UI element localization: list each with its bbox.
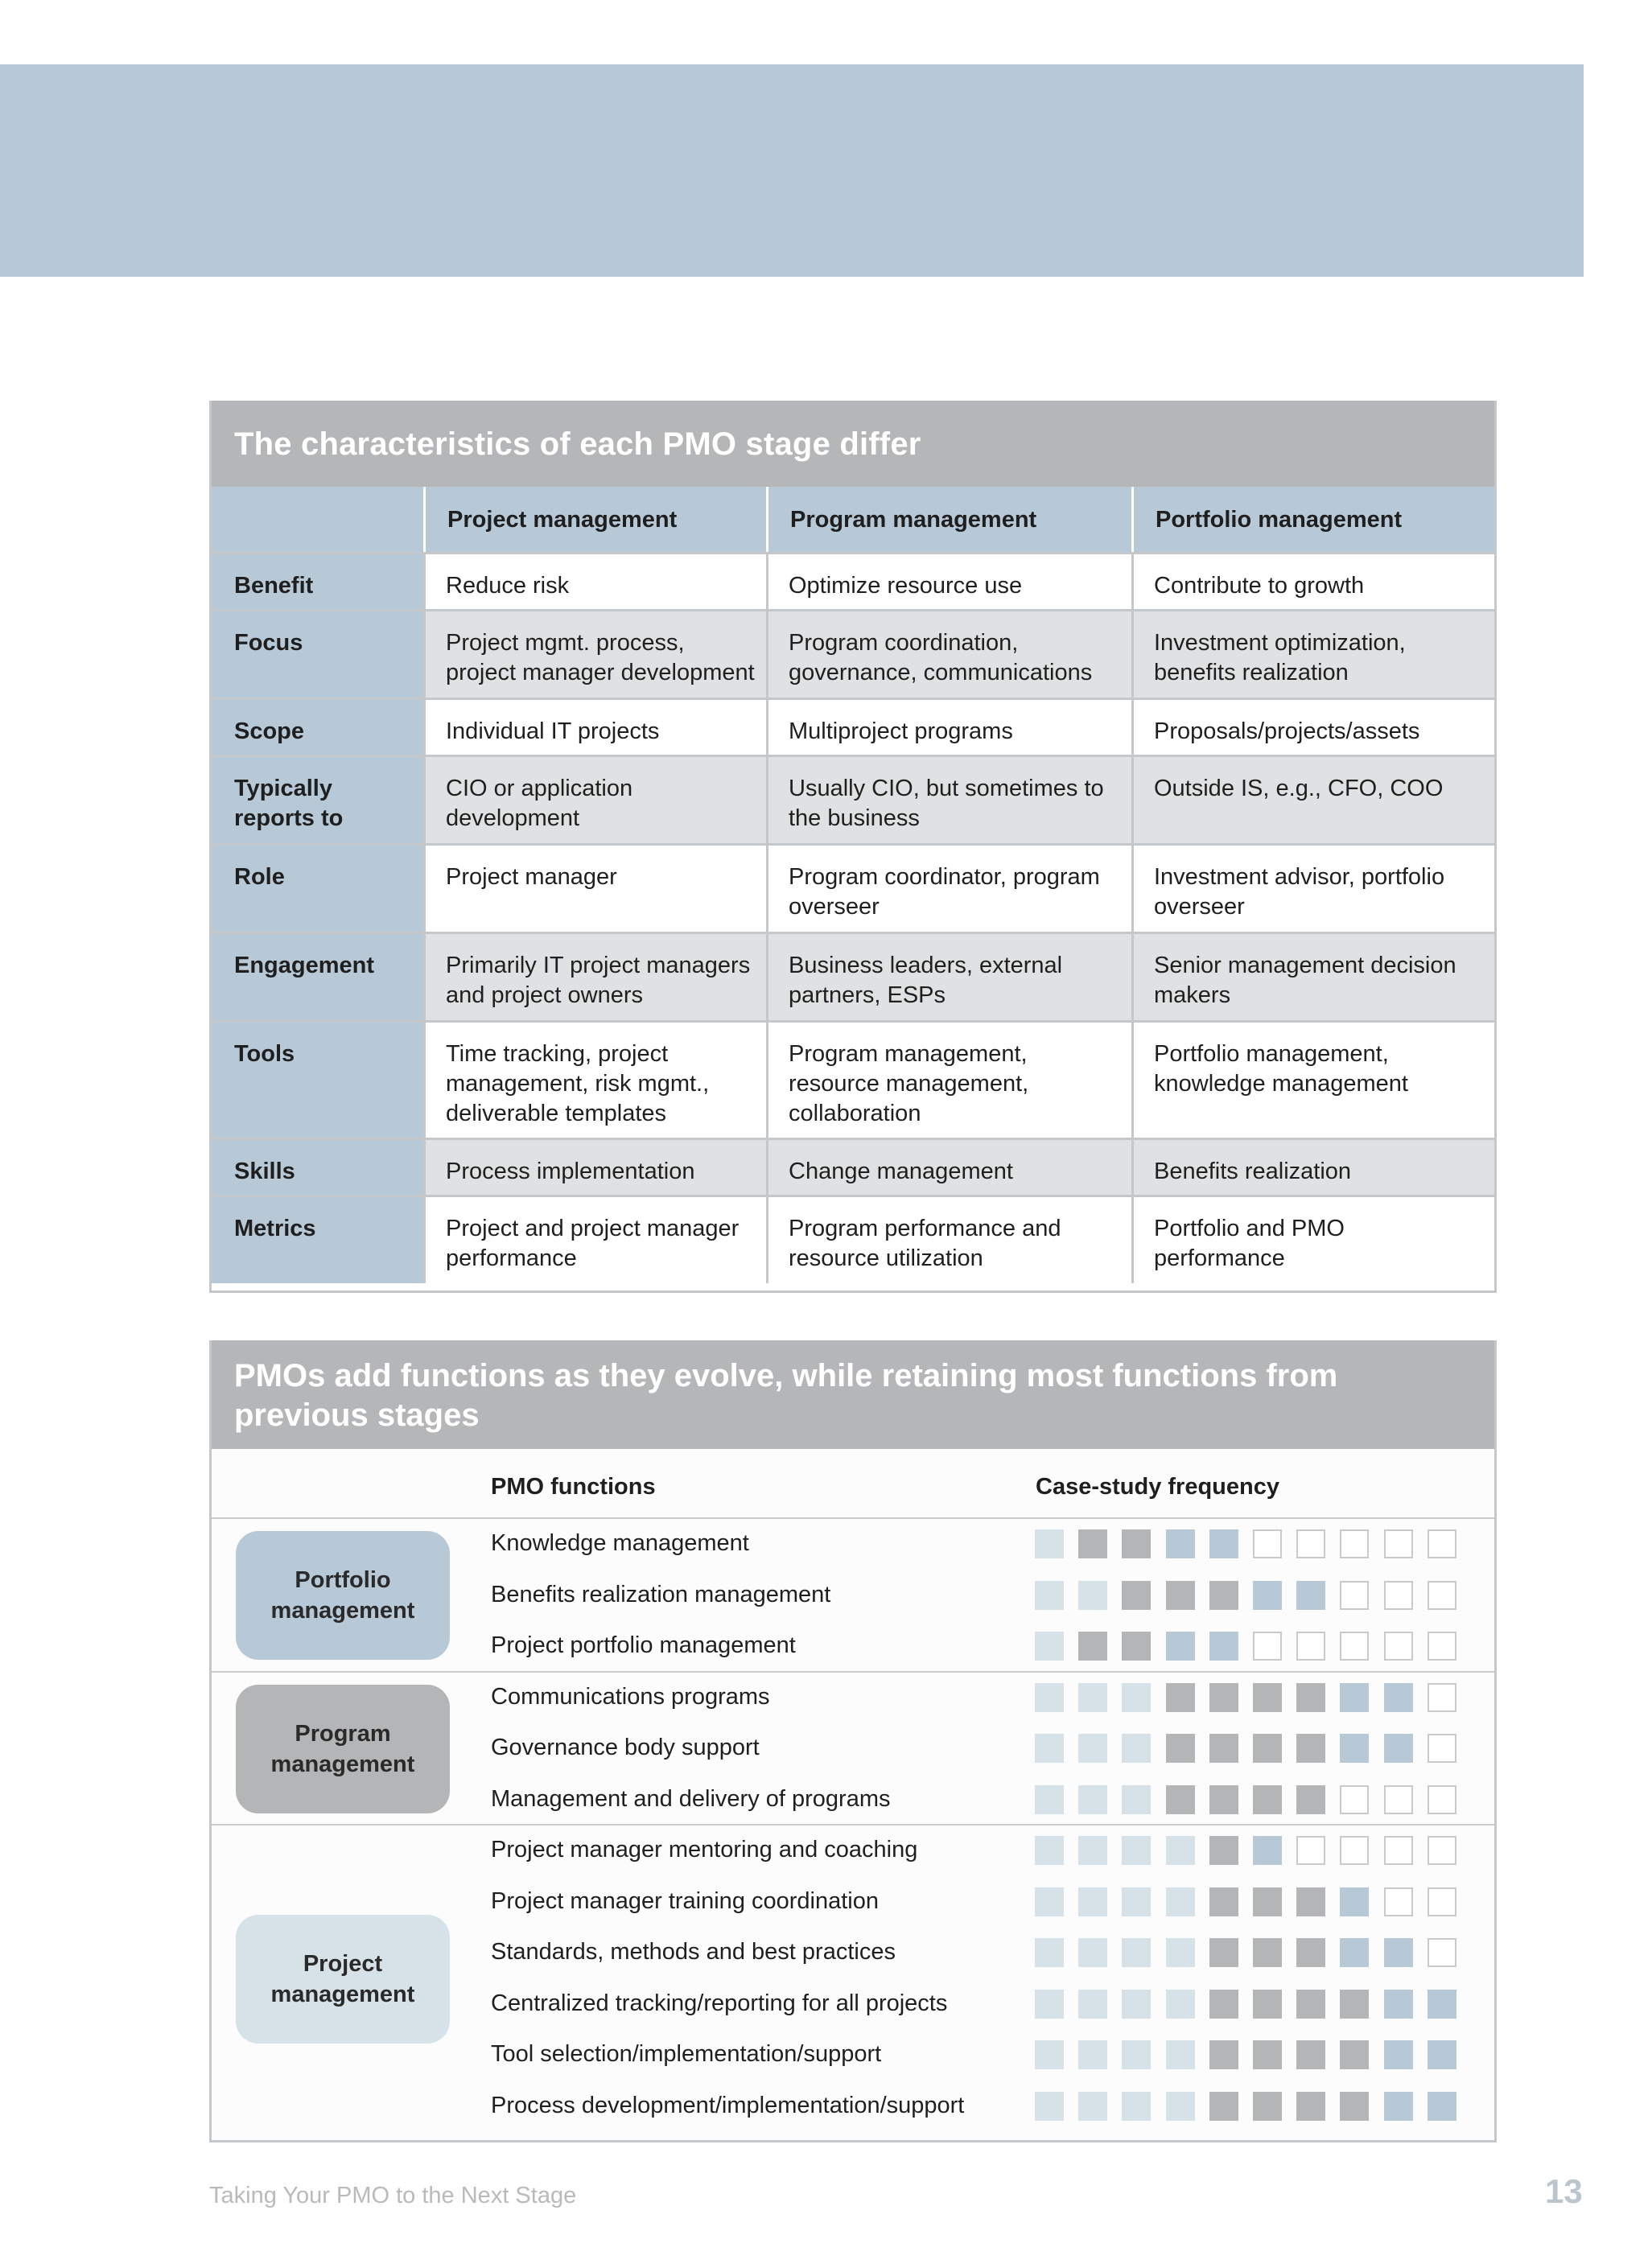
table-row: [212, 698, 1494, 755]
group-divider: [212, 1671, 1494, 1673]
frequency-square: [1035, 2092, 1064, 2121]
table-cell: Process implementation: [423, 1140, 766, 1195]
frequency-square: [1340, 1785, 1369, 1814]
frequency-square: [1209, 1632, 1238, 1661]
frequency-square: [1209, 1734, 1238, 1763]
frequency-square: [1209, 1683, 1238, 1712]
frequency-square: [1340, 2092, 1369, 2121]
row-label: Focus: [212, 611, 423, 698]
table-cell: Program coordination, governance, communications: [766, 611, 1131, 698]
header-banner: [0, 64, 1584, 277]
frequency-square: [1428, 1938, 1456, 1967]
frequency-square: [1253, 1529, 1282, 1558]
frequency-square: [1035, 1785, 1064, 1814]
frequency-square: [1035, 1887, 1064, 1916]
frequency-square: [1166, 2092, 1195, 2121]
frequency-square: [1253, 1785, 1282, 1814]
frequency-square: [1122, 1581, 1151, 1610]
table-cell: Proposals/projects/assets: [1131, 700, 1494, 755]
frequency-square: [1166, 1785, 1195, 1814]
table-row: [212, 609, 1494, 698]
frequency-square: [1035, 1836, 1064, 1865]
table-row: [212, 552, 1494, 609]
function-name: Tool selection/implementation/support: [491, 2041, 882, 2067]
frequency-square: [1209, 1990, 1238, 2019]
frequency-square: [1035, 1632, 1064, 1661]
frequency-square: [1384, 1887, 1413, 1916]
frequency-square: [1122, 1529, 1151, 1558]
frequency-square: [1078, 1529, 1107, 1558]
frequency-square: [1296, 1529, 1325, 1558]
frequency-square: [1166, 1990, 1195, 2019]
frequency-square: [1209, 1938, 1238, 1967]
frequency-square: [1209, 2040, 1238, 2069]
frequency-square: [1428, 1632, 1456, 1661]
table-cell: Project manager: [423, 846, 766, 932]
frequency-square: [1035, 1938, 1064, 1967]
frequency-square: [1296, 1632, 1325, 1661]
frequency-square: [1078, 1938, 1107, 1967]
frequency-square: [1209, 1529, 1238, 1558]
table-cell: Reduce risk: [423, 554, 766, 609]
frequency-square: [1166, 1887, 1195, 1916]
frequency-square: [1166, 1683, 1195, 1712]
frequency-square: [1428, 1683, 1456, 1712]
frequency-square: [1340, 1836, 1369, 1865]
function-name: Process development/implementation/support: [491, 2092, 965, 2118]
table-cell: Program management, resource management, collaboration: [766, 1023, 1131, 1138]
frequency-square: [1428, 1529, 1456, 1558]
frequency-square: [1078, 1887, 1107, 1916]
frequency-square: [1384, 1734, 1413, 1763]
table-cell: Multiproject programs: [766, 700, 1131, 755]
header-corner: [212, 487, 423, 552]
frequency-square: [1209, 1785, 1238, 1814]
frequency-square: [1166, 1938, 1195, 1967]
frequency-square: [1253, 1836, 1282, 1865]
frequency-square: [1296, 1990, 1325, 2019]
frequency-square: [1122, 1785, 1151, 1814]
table-cell: Portfolio management, knowledge management: [1131, 1023, 1494, 1138]
frequency-square: [1253, 1683, 1282, 1712]
frequency-square: [1166, 1734, 1195, 1763]
frequency-square: [1253, 1581, 1282, 1610]
table-cell: CIO or application development: [423, 757, 766, 843]
row-label: Metrics: [212, 1197, 423, 1283]
col-header-portfolio: Portfolio management: [1131, 487, 1494, 552]
table-cell: Program coordinator, program overseer: [766, 846, 1131, 932]
table-cell: Investment advisor, portfolio overseer: [1131, 846, 1494, 932]
pmo-functions-table: [209, 1340, 1497, 2142]
table-cell: Business leaders, external partners, ESPs: [766, 934, 1131, 1020]
stage-label-pill: Portfolio management: [236, 1531, 450, 1660]
table-cell: Usually CIO, but sometimes to the business: [766, 757, 1131, 843]
stage-label-pill: Project management: [236, 1915, 450, 2044]
table-cell: Portfolio and PMO performance: [1131, 1197, 1494, 1283]
frequency-square: [1078, 1581, 1107, 1610]
frequency-square: [1340, 2040, 1369, 2069]
table-cell: Primarily IT project managers and project owners: [423, 934, 766, 1020]
frequency-square: [1122, 1632, 1151, 1661]
frequency-square: [1384, 2040, 1413, 2069]
row-label: Engagement: [212, 934, 423, 1020]
frequency-square: [1253, 1887, 1282, 1916]
frequency-square: [1209, 1887, 1238, 1916]
table-cell: Individual IT projects: [423, 700, 766, 755]
function-name: Project portfolio management: [491, 1632, 796, 1658]
function-name: Centralized tracking/reporting for all projects: [491, 1990, 948, 2016]
function-name: Standards, methods and best practices: [491, 1939, 896, 1965]
frequency-square: [1384, 1683, 1413, 1712]
stage-characteristics-table: [209, 401, 1497, 1293]
frequency-square: [1340, 1938, 1369, 1967]
frequency-square: [1296, 1785, 1325, 1814]
function-name: Knowledge management: [491, 1530, 749, 1556]
frequency-square: [1384, 1990, 1413, 2019]
function-name: Project manager training coordination: [491, 1887, 879, 1914]
table-cell: Project and project manager performance: [423, 1197, 766, 1283]
frequency-square: [1122, 2040, 1151, 2069]
frequency-square: [1296, 1938, 1325, 1967]
frequency-square: [1253, 1734, 1282, 1763]
frequency-square: [1428, 2040, 1456, 2069]
table-row: [212, 755, 1494, 843]
frequency-square: [1078, 1734, 1107, 1763]
frequency-square: [1428, 1581, 1456, 1610]
row-label: Role: [212, 846, 423, 932]
frequency-square: [1122, 1938, 1151, 1967]
col-header-project: Project management: [423, 487, 766, 552]
frequency-square: [1035, 2040, 1064, 2069]
frequency-square: [1078, 2092, 1107, 2121]
frequency-square: [1122, 1683, 1151, 1712]
frequency-square: [1122, 1887, 1151, 1916]
frequency-square: [1209, 1836, 1238, 1865]
frequency-square: [1296, 1887, 1325, 1916]
frequency-square: [1078, 2040, 1107, 2069]
frequency-square: [1428, 2092, 1456, 2121]
table1-body: [212, 552, 1494, 1283]
frequency-square: [1078, 1632, 1107, 1661]
frequency-square: [1296, 1683, 1325, 1712]
row-label: Typically reports to: [212, 757, 423, 843]
frequency-square: [1384, 1529, 1413, 1558]
frequency-square: [1340, 1887, 1369, 1916]
function-name: Project manager mentoring and coaching: [491, 1837, 918, 1863]
frequency-square: [1253, 1938, 1282, 1967]
function-name: Communications programs: [491, 1683, 770, 1710]
frequency-square: [1209, 2092, 1238, 2121]
frequency-square: [1166, 1836, 1195, 1865]
frequency-square: [1209, 1581, 1238, 1610]
table-cell: Outside IS, e.g., CFO, COO: [1131, 757, 1494, 843]
row-label: Benefit: [212, 554, 423, 609]
frequency-square: [1428, 1785, 1456, 1814]
frequency-square: [1428, 1990, 1456, 2019]
table-row: [212, 932, 1494, 1020]
frequency-square: [1296, 2092, 1325, 2121]
row-label: Skills: [212, 1140, 423, 1195]
frequency-square: [1296, 2040, 1325, 2069]
table1-title: The characteristics of each PMO stage differ: [212, 401, 1494, 487]
frequency-square: [1296, 1836, 1325, 1865]
frequency-square: [1166, 2040, 1195, 2069]
function-name: Governance body support: [491, 1735, 760, 1760]
frequency-square: [1428, 1734, 1456, 1763]
frequency-square: [1166, 1581, 1195, 1610]
frequency-square: [1078, 1683, 1107, 1712]
col-header-program: Program management: [766, 487, 1131, 552]
frequency-square: [1340, 1734, 1369, 1763]
frequency-square: [1340, 1683, 1369, 1712]
frequency-square: [1078, 1990, 1107, 2019]
frequency-square: [1122, 1836, 1151, 1865]
frequency-square: [1384, 1785, 1413, 1814]
group-divider: [212, 1517, 1494, 1519]
frequency-square: [1253, 1990, 1282, 2019]
frequency-square: [1296, 1581, 1325, 1610]
table-cell: Investment optimization, benefits realization: [1131, 611, 1494, 698]
frequency-square: [1428, 1887, 1456, 1916]
frequency-square: [1384, 1632, 1413, 1661]
frequency-square: [1384, 1581, 1413, 1610]
frequency-square: [1340, 1990, 1369, 2019]
frequency-square: [1340, 1581, 1369, 1610]
table-row: [212, 1138, 1494, 1195]
function-name: Benefits realization management: [491, 1581, 831, 1607]
frequency-square: [1166, 1529, 1195, 1558]
group-divider: [212, 1824, 1494, 1826]
frequency-square: [1428, 1836, 1456, 1865]
frequency-square: [1253, 2092, 1282, 2121]
col-header-frequency: Case-study frequency: [1036, 1474, 1279, 1500]
col-header-functions: PMO functions: [491, 1474, 656, 1500]
frequency-square: [1122, 2092, 1151, 2121]
table-cell: Project mgmt. process, project manager development: [423, 611, 766, 698]
function-name: Management and delivery of programs: [491, 1785, 891, 1812]
frequency-square: [1384, 1836, 1413, 1865]
table-cell: Program performance and resource utilization: [766, 1197, 1131, 1283]
table-cell: Optimize resource use: [766, 554, 1131, 609]
table2-header-row: [212, 1449, 1494, 1519]
frequency-square: [1340, 1632, 1369, 1661]
frequency-square: [1078, 1836, 1107, 1865]
table-cell: Benefits realization: [1131, 1140, 1494, 1195]
table-row: [212, 1020, 1494, 1138]
table-cell: Change management: [766, 1140, 1131, 1195]
frequency-square: [1296, 1734, 1325, 1763]
table-row: [212, 1195, 1494, 1283]
page-number: 13: [1545, 2172, 1583, 2210]
table-cell: Contribute to growth: [1131, 554, 1494, 609]
frequency-square: [1035, 1683, 1064, 1712]
table2-title: PMOs add functions as they evolve, while retaining most functions from previous stages: [212, 1340, 1494, 1449]
row-label: Scope: [212, 700, 423, 755]
frequency-square: [1253, 1632, 1282, 1661]
frequency-square: [1035, 1734, 1064, 1763]
table1-header-row: [212, 487, 1494, 552]
frequency-square: [1166, 1632, 1195, 1661]
frequency-square: [1384, 2092, 1413, 2121]
frequency-square: [1384, 1938, 1413, 1967]
table-cell: Senior management decision makers: [1131, 934, 1494, 1020]
frequency-square: [1035, 1529, 1064, 1558]
row-label: Tools: [212, 1023, 423, 1138]
frequency-square: [1035, 1581, 1064, 1610]
table-row: [212, 843, 1494, 932]
frequency-square: [1253, 2040, 1282, 2069]
frequency-square: [1078, 1785, 1107, 1814]
stage-label-pill: Program management: [236, 1685, 450, 1813]
footer-title: Taking Your PMO to the Next Stage: [209, 2183, 577, 2208]
frequency-square: [1035, 1990, 1064, 2019]
frequency-square: [1340, 1529, 1369, 1558]
frequency-square: [1122, 1990, 1151, 2019]
frequency-square: [1122, 1734, 1151, 1763]
table-cell: Time tracking, project management, risk mgmt., deliverable templates: [423, 1023, 766, 1138]
